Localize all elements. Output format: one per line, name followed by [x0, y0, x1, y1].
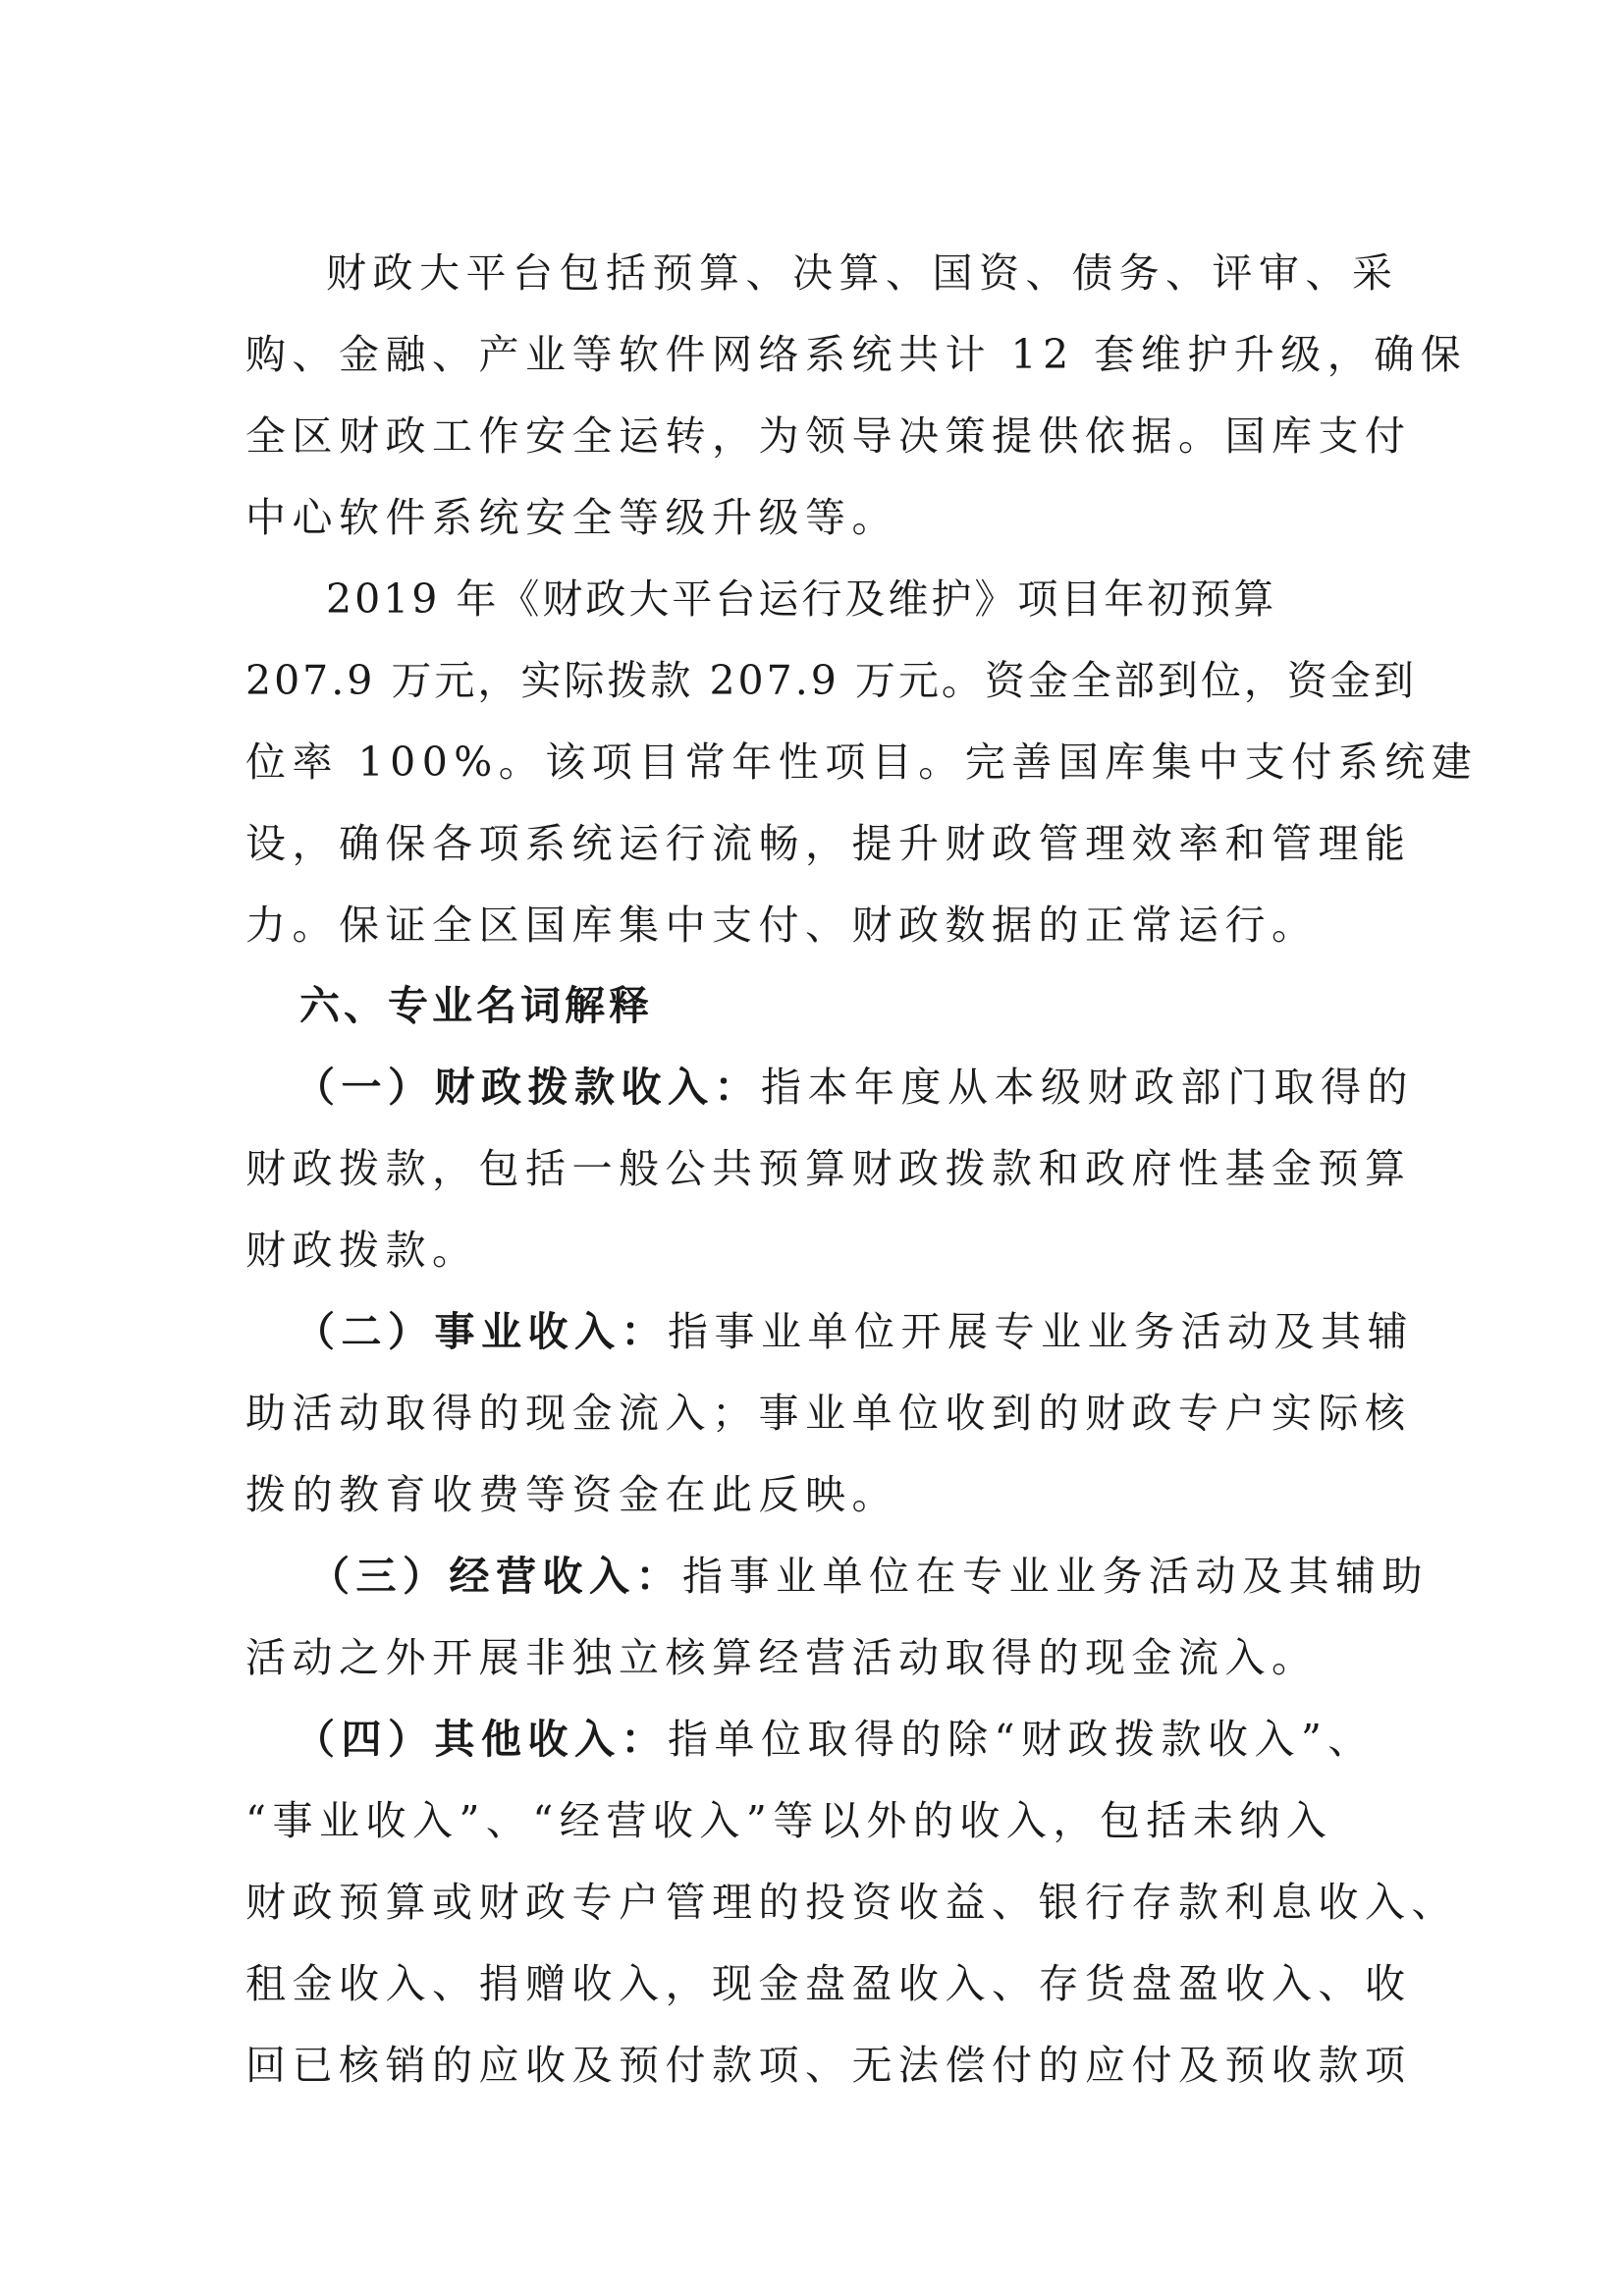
term-text: 指事业单位在专业业务活动及其辅助 — [682, 1553, 1429, 1600]
term-line: 拨的教育收费等资金在此反映。 — [245, 1471, 898, 1518]
term-line: 助活动取得的现金流入；事业单位收到的财政专户实际核 — [245, 1390, 1412, 1437]
term-text: 指事业单位开展专业业务活动及其辅 — [668, 1308, 1414, 1355]
term-first-line — [295, 1304, 1414, 1359]
term-line: 财政拨款，包括一般公共预算财政拨款和政府性基金预算 — [245, 1145, 1412, 1192]
term-label: （三）经营收入： — [309, 1553, 682, 1600]
paragraph-line: 力。保证全区国库集中支付、财政数据的正常运行。 — [245, 902, 1319, 949]
term-line: 回已核销的应收及预付款项、无法偿付的应付及预收款项 — [245, 2042, 1412, 2089]
paragraph-line: 财政大平台包括预算、决算、国资、债务、评审、采 — [326, 249, 1399, 297]
term-text: 指单位取得的除“财政拨款收入”、 — [668, 1716, 1375, 1763]
term-text: 指本年度从本级财政部门取得的 — [761, 1064, 1414, 1111]
paragraph-line: 设，确保各项系统运行流畅，提升财政管理效率和管理能 — [245, 820, 1412, 867]
paragraph-line: 2019 年《财政大平台运行及维护》项目年初预算 — [326, 575, 1277, 623]
paragraph-line: 购、金融、产业等软件网络系统共计 12 套维护升级，确保 — [245, 331, 1468, 378]
term-line: 财政预算或财政专户管理的投资收益、银行存款利息收入、 — [245, 1879, 1458, 1926]
paragraph-line: 中心软件系统安全等级升级等。 — [245, 494, 898, 541]
paragraph-line: 207.9 万元，实际拨款 207.9 万元。资金全部到位，资金到 — [245, 657, 1417, 704]
term-line: 财政拨款。 — [245, 1227, 479, 1274]
term-line: 活动之外开展非独立核算经营活动取得的现金流入。 — [245, 1634, 1319, 1681]
section-heading: 六、专业名词解释 — [299, 982, 653, 1029]
term-label: （二）事业收入： — [295, 1308, 668, 1355]
term-first-line — [309, 1549, 1429, 1604]
term-line: “事业收入”、“经营收入”等以外的收入，包括未纳入 — [245, 1797, 1333, 1844]
term-line: 租金收入、捐赠收入，现金盘盈收入、存货盘盈收入、收 — [245, 1960, 1412, 2007]
paragraph-line: 全区财政工作安全运转，为领导决策提供依据。国库支付 — [245, 412, 1412, 460]
term-first-line — [295, 1060, 1414, 1115]
term-first-line — [295, 1712, 1375, 1767]
term-label: （四）其他收入： — [295, 1716, 668, 1763]
paragraph-line: 位率 100%。该项目常年性项目。完善国库集中支付系统建 — [245, 738, 1479, 786]
term-label: （一）财政拨款收入： — [295, 1064, 761, 1111]
